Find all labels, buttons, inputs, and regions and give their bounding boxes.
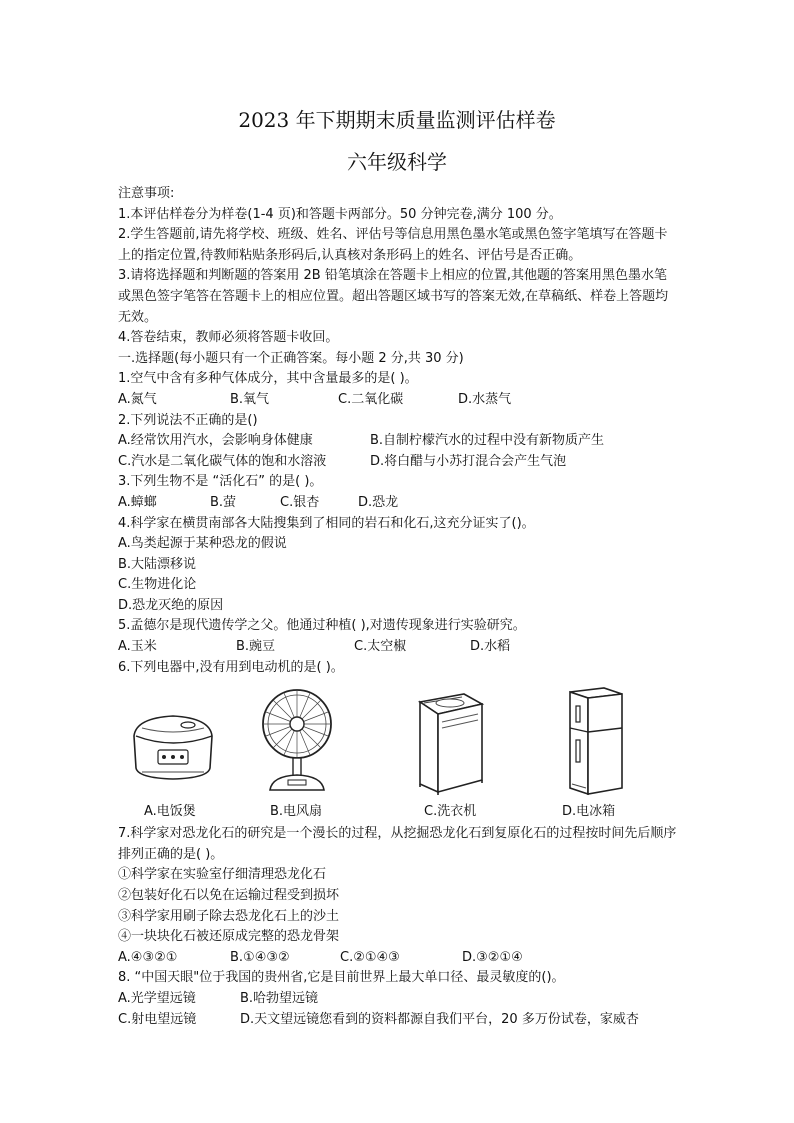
option-c[interactable]: C.洗衣机 [424, 804, 477, 820]
washing-machine-image [414, 688, 486, 796]
option-a[interactable]: A.鸟类起源于某种恐龙的假说 [118, 536, 287, 552]
option-a[interactable]: A.经常饮用汽水，会影响身体健康 [118, 433, 313, 449]
note-item: 2.学生答题前,请先将学校、班级、姓名、评估号等信息用黑色墨水笔或黑色签字笔填写在答题卡上的指定位置,待教师粘贴条形码后,认真核对条形码上的姓名、评估号是否正确。 [118, 227, 668, 263]
step-item: ①科学家在实验室仔细清理恐龙化石 [118, 867, 327, 883]
option-row [118, 1010, 678, 1031]
refrigerator-image [564, 684, 628, 796]
question-stem: 2.下列说法不正确的是() [118, 412, 258, 428]
option-row [118, 989, 678, 1010]
option-d[interactable]: D.恐龙灭绝的原因 [118, 597, 224, 613]
option-a[interactable]: A.蟑螂 [118, 494, 157, 510]
option-row [118, 493, 678, 514]
note-item: 3.请将选择题和判断题的答案用 2B 铅笔填涂在答题卡上相应的位置,其他题的答案用黑色墨水笔或黑色签字笔答在答题卡上的相应位置。超出答题区域书写的答案无效,在草稿纸、样卷上答题均无效。 [118, 268, 669, 325]
option-d[interactable]: D.水稻 [470, 639, 511, 655]
question-stem: 6.下列电器中,没有用到电动机的是( )。 [118, 659, 344, 675]
appliance-captions [118, 802, 678, 824]
option-a[interactable]: A.电饭煲 [144, 804, 196, 820]
option-b[interactable]: B.自制柠檬汽水的过程中没有新物质产生 [370, 433, 605, 449]
appliance-figures [118, 684, 678, 802]
option-d[interactable]: D.③②①④ [462, 949, 523, 965]
option-c[interactable]: C.二氧化碳 [338, 391, 404, 407]
option-b[interactable]: B.哈勃望远镜 [240, 991, 319, 1006]
option-b[interactable]: B.电风扇 [270, 804, 323, 820]
note-item: 1.本评估样卷分为样卷(1-4 页)和答题卡两部分。50 分钟完卷,满分 100 分。 [118, 206, 562, 222]
option-c[interactable]: C.汽水是二氧化碳气体的饱和水溶液 [118, 453, 327, 469]
question-stem: 4.科学家在横贯南部各大陆搜集到了相同的岩石和化石,这充分证实了()。 [118, 515, 535, 531]
electric-fan-image [258, 686, 336, 796]
option-row [118, 390, 678, 411]
question-stem: 5.孟德尔是现代遗传学之父。他通过种植( ),对遗传现象进行实验研究。 [118, 618, 526, 634]
question-stem: 1.空气中含有多种气体成分，其中含量最多的是( )。 [118, 371, 418, 387]
option-d[interactable]: D.电冰箱 [562, 804, 616, 820]
step-item: ②包装好化石以免在运输过程受到损坏 [118, 888, 340, 904]
exam-title: 2023 年下期期末质量监测评估样卷 [238, 108, 556, 132]
question-stem: 7.科学家对恐龙化石的研究是一个漫长的过程，从挖掘恐龙化石到复原化石的过程按时间先后顺序排列正确的是( )。 [118, 826, 677, 862]
option-b[interactable]: B.大陆漂移说 [118, 556, 197, 572]
option-row [118, 452, 678, 473]
option-c[interactable]: C.太空椒 [354, 639, 407, 655]
exam-subtitle: 六年级科学 [347, 150, 447, 174]
option-row [118, 948, 678, 969]
option-d[interactable]: D.水蒸气 [458, 391, 512, 407]
step-item: ③科学家用刷子除去恐龙化石上的沙土 [118, 908, 340, 924]
option-c[interactable]: C.银杏 [280, 494, 320, 510]
note-item: 4.答卷结束，教师必须将答题卡收回。 [118, 330, 339, 346]
exam-content [118, 184, 678, 1030]
option-row [118, 637, 678, 658]
option-d[interactable]: D.恐龙 [358, 494, 399, 510]
section-heading: 一.选择题(每小题只有一个正确答案。每小题 2 分,共 30 分) [118, 350, 464, 366]
option-c[interactable]: C.②①④③ [340, 949, 400, 965]
option-a[interactable]: A.光学望远镜 [118, 991, 196, 1006]
rice-cooker-image [128, 706, 218, 784]
option-d[interactable]: D.天文望远镜您看到的资料都源自我们平台，20 多万份试卷，家威杏 [240, 1011, 639, 1027]
option-a[interactable]: A.④③②① [118, 949, 178, 965]
option-row [118, 431, 678, 452]
option-a[interactable]: A.氮气 [118, 391, 157, 407]
notes-heading: 注意事项: [118, 186, 175, 201]
question-stem: 8. “中国天眼"位于我国的贵州省,它是目前世界上最大单口径、最灵敏度的()。 [118, 970, 565, 986]
step-item: ④一块块化石被还原成完整的恐龙骨架 [118, 929, 340, 945]
option-d[interactable]: D.将白醋与小苏打混合会产生气泡 [370, 453, 567, 469]
option-a[interactable]: A.玉米 [118, 639, 157, 655]
option-b[interactable]: B.豌豆 [236, 639, 276, 655]
option-b[interactable]: B.萤 [210, 494, 237, 510]
option-c[interactable]: C.射电望远镜 [118, 1011, 197, 1027]
option-c[interactable]: C.生物进化论 [118, 577, 197, 593]
option-b[interactable]: B.氧气 [230, 391, 270, 407]
option-b[interactable]: B.①④③② [230, 949, 290, 965]
question-stem: 3.下列生物不是 “活化石” 的是( )。 [118, 474, 323, 490]
